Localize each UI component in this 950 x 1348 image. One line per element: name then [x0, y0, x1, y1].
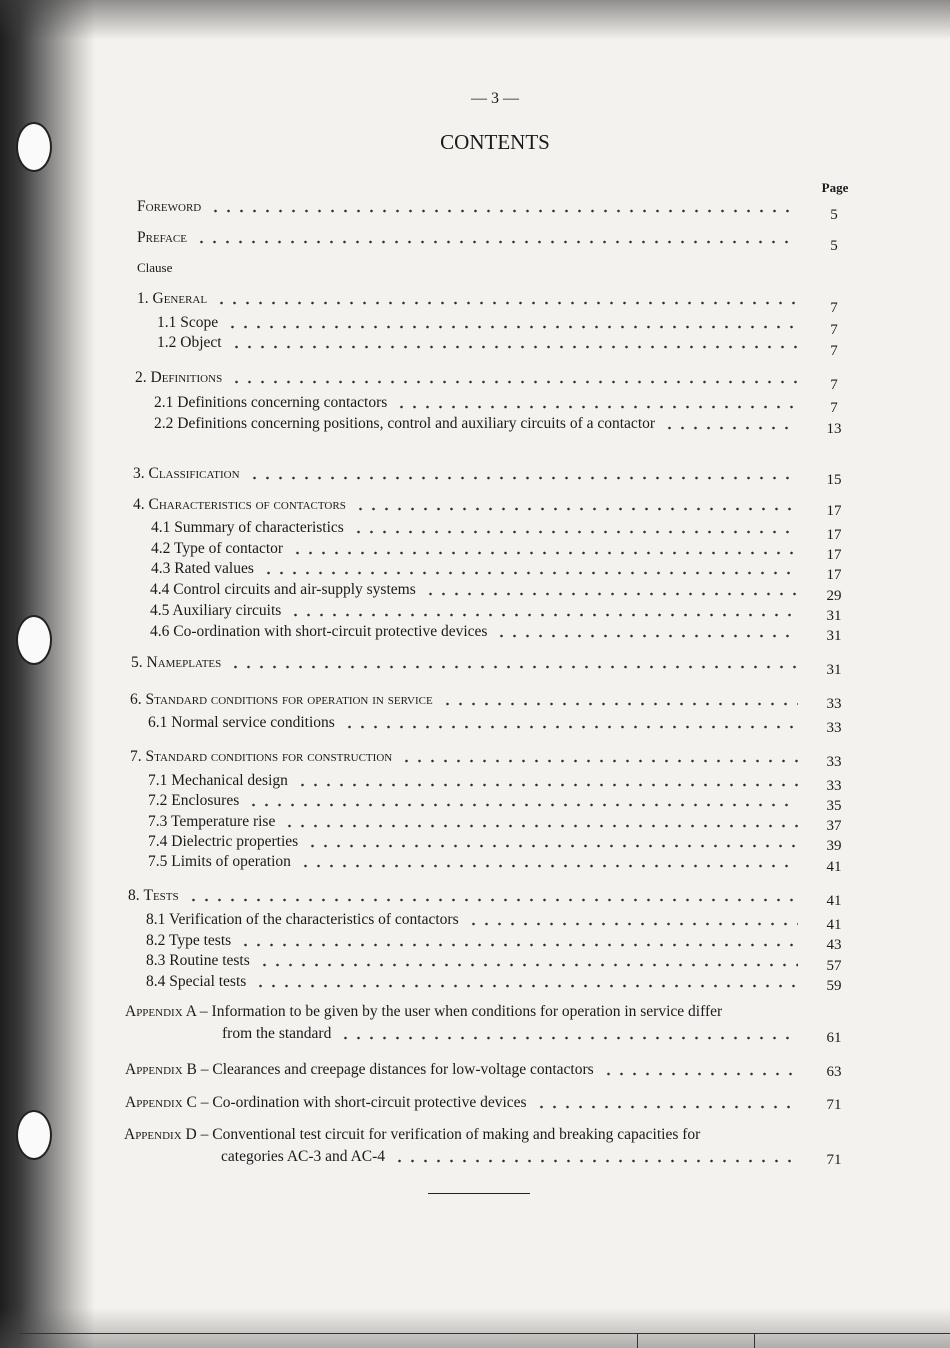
- page-ref: 63: [826, 1064, 842, 1080]
- entry-number: 7.2: [148, 792, 168, 809]
- entry-number: 7.5: [148, 853, 168, 870]
- page-ref: 37: [826, 818, 842, 834]
- page-ref: 43: [826, 937, 842, 953]
- entry-number: 4.5: [150, 602, 170, 619]
- dot-leader: [239, 934, 798, 948]
- entry-label: Mechanical design: [171, 772, 288, 789]
- page-ref: 7: [830, 377, 838, 393]
- dot-leader: [215, 292, 798, 306]
- entry-number: 4.6: [150, 623, 170, 640]
- entry-number: 8.1: [146, 911, 166, 928]
- entry-label: Limits of operation: [171, 853, 291, 870]
- dot-leader: [495, 625, 798, 639]
- toc-entry-appendix-b[interactable]: [125, 1057, 802, 1079]
- entry-label: Routine tests: [169, 952, 250, 969]
- entry-label: Type tests: [168, 932, 232, 949]
- scan-bottom-line: [20, 1333, 950, 1334]
- page-ref: 17: [826, 547, 842, 563]
- appendix-title-line1: – Co-ordination with short-circuit protective devices: [200, 1094, 527, 1111]
- entry-label: Temperature rise: [170, 813, 276, 830]
- dot-leader: [187, 889, 798, 903]
- toc-entry-clause-8-3[interactable]: [146, 948, 802, 970]
- toc-entry-clause-6[interactable]: [130, 687, 802, 709]
- entry-label: Enclosures: [171, 792, 240, 809]
- dot-leader: [254, 975, 798, 989]
- page-ref: 5: [830, 207, 838, 223]
- entry-label: Definitions concerning contactors: [177, 394, 388, 411]
- entry-label: Co-ordination with short-circuit protective devices: [173, 623, 488, 640]
- toc-entry-clause-4-5[interactable]: [150, 598, 802, 620]
- appendix-title-line2: from the standard: [222, 1025, 332, 1042]
- entry-number: 2.1: [154, 394, 174, 411]
- dot-leader: [400, 750, 798, 764]
- appendix-letter: D: [185, 1126, 197, 1143]
- page-ref: 41: [826, 893, 842, 909]
- toc-entry-clause-1-1[interactable]: [157, 310, 802, 332]
- dot-leader: [226, 316, 798, 330]
- appendix-title-line1: – Conventional test circuit for verification of making and breaking capacities for: [200, 1126, 701, 1143]
- entry-number: 2.: [135, 369, 147, 386]
- page-ref: 33: [826, 754, 842, 770]
- entry-label: Nameplates: [146, 654, 222, 671]
- toc-entry-clause-2[interactable]: [135, 365, 802, 387]
- dot-leader: [258, 954, 798, 968]
- page-ref: 7: [830, 343, 838, 359]
- dot-leader: [343, 716, 798, 730]
- page-number: — 3 —: [471, 90, 519, 107]
- toc-entry-clause-4[interactable]: [133, 492, 802, 514]
- dot-leader: [296, 774, 798, 788]
- toc-entry-clause-7-2[interactable]: [148, 788, 802, 810]
- entry-label: Summary of characteristics: [174, 519, 344, 536]
- entry-number: 3.: [133, 465, 145, 482]
- toc-entry-clause-4-6[interactable]: [150, 619, 802, 641]
- dot-leader: [289, 604, 798, 618]
- scan-tick: [637, 1333, 638, 1348]
- page-ref: 61: [826, 1030, 842, 1046]
- dot-leader: [283, 815, 798, 829]
- entry-number: 1.: [137, 290, 149, 307]
- dot-leader: [262, 562, 798, 576]
- entry-number: 4.1: [151, 519, 171, 536]
- dot-leader: [291, 542, 798, 556]
- appendix-letter: C: [186, 1094, 197, 1111]
- page-ref: 33: [826, 696, 842, 712]
- toc-entry-clause-4-1[interactable]: [151, 515, 802, 537]
- page-ref: 31: [826, 608, 842, 624]
- entry-label: Normal service conditions: [171, 714, 335, 731]
- page-ref: 71: [826, 1152, 842, 1168]
- toc-entry-clause-8-4[interactable]: [146, 969, 802, 991]
- page-ref: 17: [826, 567, 842, 583]
- dot-leader: [424, 583, 798, 597]
- toc-entry-appendix-c[interactable]: [125, 1090, 802, 1112]
- dot-leader: [441, 693, 798, 707]
- appendix-letter: A: [185, 1003, 197, 1020]
- dot-leader: [306, 835, 798, 849]
- dot-leader: [247, 794, 798, 808]
- toc-entry-clause-7-1[interactable]: [148, 768, 802, 790]
- page-ref: 33: [826, 720, 842, 736]
- page-ref: 7: [830, 400, 838, 416]
- entry-number: 8.2: [146, 932, 166, 949]
- dot-leader: [230, 336, 798, 350]
- toc-entry-clause-3[interactable]: [133, 461, 802, 483]
- toc-entry-clause-4-2[interactable]: [151, 536, 802, 558]
- entry-number: 4.2: [151, 540, 171, 557]
- clause-column-label: Clause: [137, 260, 173, 275]
- scan-tick: [754, 1333, 755, 1348]
- punch-hole: [16, 122, 52, 172]
- toc-entry-clause-1[interactable]: [137, 286, 802, 308]
- entry-number: 7.4: [148, 833, 168, 850]
- appendix-title-line1: – Information to be given by the user when conditions for operation in service differ: [199, 1003, 723, 1020]
- dot-leader: [230, 371, 798, 385]
- entry-label: General: [152, 290, 208, 307]
- entry-number: 4.: [133, 496, 145, 513]
- page-title: CONTENTS: [440, 130, 550, 154]
- entry-number: 4.3: [151, 560, 171, 577]
- entry-number: 7.1: [148, 772, 168, 789]
- entry-label: Object: [180, 334, 222, 351]
- entry-label: Definitions concerning positions, control and auxiliary circuits of a contactor: [177, 415, 656, 432]
- toc-entry-preface[interactable]: [137, 225, 802, 247]
- entry-label: Scope: [180, 314, 219, 331]
- page-ref: 41: [826, 859, 842, 875]
- entry-number: 6.: [130, 691, 142, 708]
- page-ref: 17: [826, 527, 842, 543]
- toc-entry-clause-2-2[interactable]: [154, 411, 802, 433]
- dot-leader: [339, 1027, 798, 1041]
- appendix-title-line1: – Clearances and creepage distances for low-voltage contactors: [200, 1061, 594, 1078]
- scan-bottom-edge: [0, 1308, 950, 1348]
- dot-leader: [663, 417, 798, 431]
- entry-number: 5.: [131, 654, 143, 671]
- entry-label: Rated values: [174, 560, 254, 577]
- dot-leader: [248, 467, 798, 481]
- entry-label: Standard conditions for operation in service: [145, 691, 433, 708]
- page-ref: 59: [826, 978, 842, 994]
- toc-entry-clause-8-1[interactable]: [146, 907, 802, 929]
- page-ref: 39: [826, 838, 842, 854]
- page-ref: 7: [830, 300, 838, 316]
- entry-label: Characteristics of contactors: [148, 496, 346, 513]
- entry-label: Dielectric properties: [171, 833, 299, 850]
- entry-label: Control circuits and air-supply systems: [173, 581, 416, 598]
- entry-number: 8.: [128, 887, 140, 904]
- dot-leader: [602, 1063, 798, 1077]
- entry-label: Standard conditions for construction: [145, 748, 393, 765]
- dot-leader: [354, 498, 798, 512]
- entry-number: 1.1: [157, 314, 177, 331]
- toc-entry-clause-2-1[interactable]: [154, 390, 802, 412]
- entry-number: 1.2: [157, 334, 177, 351]
- dot-leader: [467, 913, 798, 927]
- entry-number: 7.3: [148, 813, 168, 830]
- dot-leader: [209, 200, 798, 214]
- appendix-letter: B: [186, 1061, 197, 1078]
- appendix-prefix: Appendix: [125, 1003, 183, 1020]
- toc-entry-clause-7-4[interactable]: [148, 829, 802, 851]
- entry-label: Preface: [137, 229, 187, 246]
- appendix-prefix: Appendix: [125, 1094, 183, 1111]
- entry-label: Classification: [148, 465, 240, 482]
- dot-leader: [352, 521, 798, 535]
- page-ref: 31: [826, 662, 842, 678]
- toc-entry-clause-4-3[interactable]: [151, 556, 802, 578]
- entry-number: 8.3: [146, 952, 166, 969]
- page-ref: 57: [826, 958, 842, 974]
- punch-hole: [16, 615, 52, 665]
- toc-entry-clause-8-2[interactable]: [146, 928, 802, 950]
- page-ref: 29: [826, 588, 842, 604]
- toc-entry-foreword[interactable]: [137, 194, 802, 216]
- toc-entry-appendix-a[interactable]: [125, 1003, 802, 1043]
- end-rule: [428, 1193, 530, 1194]
- entry-number: 2.2: [154, 415, 174, 432]
- dot-leader: [393, 1150, 798, 1164]
- entry-label: Auxiliary circuits: [172, 602, 282, 619]
- toc-entry-clause-8[interactable]: [128, 883, 802, 905]
- punch-hole: [16, 1110, 52, 1160]
- page-ref: 41: [826, 917, 842, 933]
- entry-label: Special tests: [169, 973, 247, 990]
- entry-number: 8.4: [146, 973, 166, 990]
- entry-number: 6.1: [148, 714, 168, 731]
- entry-number: 4.4: [150, 581, 170, 598]
- dot-leader: [195, 231, 798, 245]
- entry-label: Foreword: [137, 198, 202, 215]
- entry-label: Verification of the characteristics of contactors: [168, 911, 459, 928]
- page-ref: 31: [826, 628, 842, 644]
- page-ref: 5: [830, 238, 838, 254]
- toc-entry-appendix-d[interactable]: [124, 1126, 802, 1166]
- entry-number: 7.: [130, 748, 142, 765]
- page-column-label: Page: [821, 180, 849, 195]
- dot-leader: [299, 855, 798, 869]
- appendix-prefix: Appendix: [125, 1061, 183, 1078]
- appendix-title-line2: categories AC-3 and AC-4: [221, 1148, 386, 1165]
- appendix-prefix: Appendix: [124, 1126, 182, 1143]
- scan-top-edge: [0, 0, 950, 40]
- toc-entry-clause-7-3[interactable]: [148, 809, 802, 831]
- dot-leader: [229, 656, 798, 670]
- page-ref: 35: [826, 798, 842, 814]
- page-ref: 33: [826, 778, 842, 794]
- page-ref: 13: [826, 421, 842, 437]
- page-ref: 17: [826, 503, 842, 519]
- dot-leader: [395, 396, 798, 410]
- entry-label: Tests: [143, 887, 179, 904]
- entry-label: Definitions: [150, 369, 223, 386]
- toc-entry-clause-7[interactable]: [130, 744, 802, 766]
- toc-entry-clause-5[interactable]: [131, 650, 802, 672]
- toc-entry-clause-6-1[interactable]: [148, 710, 802, 732]
- toc-entry-clause-4-4[interactable]: [150, 577, 802, 599]
- page-ref: 15: [826, 472, 842, 488]
- dot-leader: [535, 1096, 798, 1110]
- page-ref: 7: [830, 322, 838, 338]
- toc-entry-clause-7-5[interactable]: [148, 849, 802, 871]
- entry-label: Type of contactor: [173, 540, 284, 557]
- toc-entry-clause-1-2[interactable]: [157, 330, 802, 352]
- page-ref: 71: [826, 1097, 842, 1113]
